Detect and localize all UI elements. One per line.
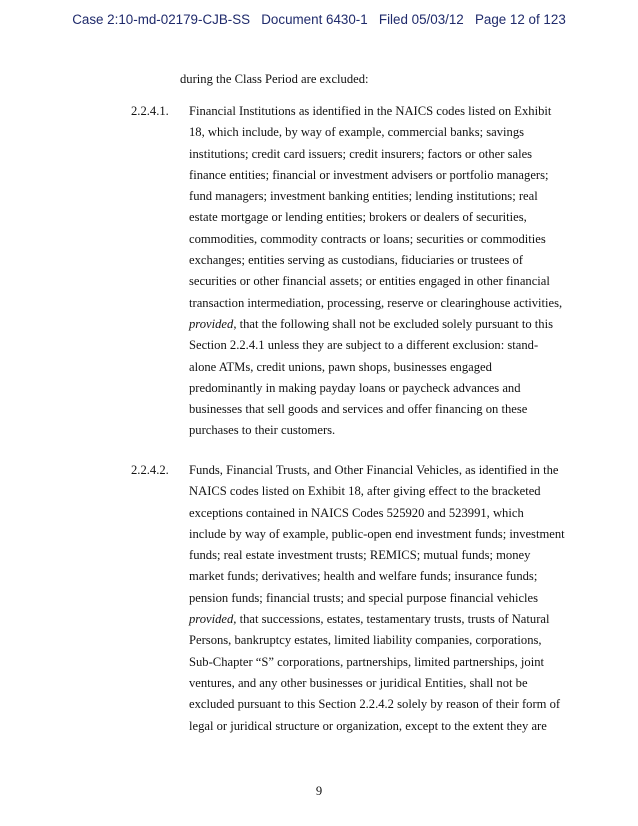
line-text: Funds, Financial Trusts, and Other Financial Vehicles, as identified in the <box>189 463 559 477</box>
text-line <box>189 545 589 566</box>
italic-term: provided <box>189 316 234 331</box>
line-text: NAICS codes listed on Exhibit 18, after giving effect to the bracketed <box>189 484 541 499</box>
court-filing-header <box>0 12 638 27</box>
line-text: ventures, and any other businesses or juridical Entities, shall not be <box>189 675 528 690</box>
page-number: 9 <box>315 784 323 798</box>
line-text: 18, which include, by way of example, commercial banks; savings <box>189 125 525 140</box>
line-text: excluded pursuant to this Section 2.2.4.2 solely by reason of their form of <box>189 697 561 712</box>
intro-line: during the Class Period are excluded: <box>180 72 369 86</box>
line-text: predominantly in making payday loans or paycheck advances and <box>189 380 521 395</box>
text-line <box>189 378 589 399</box>
text-line <box>189 229 589 250</box>
text-line <box>189 122 589 143</box>
line-text: fund managers; investment banking entities; lending institutions; real <box>189 189 538 204</box>
line-text: exchanges; entities serving as custodians, fiduciaries or trustees of <box>189 253 523 268</box>
line-text: Financial Institutions as identified in the NAICS codes listed on Exhibit <box>189 104 552 118</box>
page-of-total: Page 12 of 123 <box>474 12 566 27</box>
italic-term: provided, <box>189 612 237 627</box>
text-line <box>189 399 589 420</box>
section-number: 2.2.4.1. <box>131 104 169 118</box>
line-text: Section 2.2.4.1 unless they are subject to a different exclusion: stand- <box>189 338 539 353</box>
line-text: , that the following shall not be excluded solely pursuant to this <box>233 316 554 331</box>
section-number: 2.2.4.2. <box>131 463 169 477</box>
line-text: that successions, estates, testamentary trusts, trusts of Natural <box>236 612 550 627</box>
line-text: pension funds; financial trusts; and special purpose financial vehicles <box>189 590 539 605</box>
line-text: businesses that sell goods and services and offer financing on these <box>189 402 528 417</box>
text-line <box>189 652 589 673</box>
line-text: Persons, bankruptcy estates, limited liability companies, corporations, <box>189 633 542 648</box>
text-line <box>189 186 589 207</box>
text-line <box>189 481 589 502</box>
text-line <box>189 271 589 292</box>
text-line <box>189 460 589 481</box>
text-line <box>189 609 589 630</box>
section-body <box>189 101 589 442</box>
line-text: institutions; credit card issuers; credit insurers; factors or other sales <box>189 146 533 161</box>
text-line <box>189 335 589 356</box>
line-text: securities or other financial assets; or entities engaged in other financial <box>189 274 550 289</box>
document-number: Document 6430-1 <box>261 12 368 27</box>
line-text: Sub-Chapter “S” corporations, partnerships, limited partnerships, joint <box>189 654 545 669</box>
text-line <box>189 207 589 228</box>
text-line <box>189 293 589 314</box>
text-line <box>189 630 589 651</box>
line-text: finance entities; financial or investment advisers or portfolio managers; <box>189 167 549 182</box>
text-line <box>189 357 589 378</box>
case-number: Case 2:10-md-02179-CJB-SS <box>72 12 251 27</box>
text-line <box>189 503 589 524</box>
text-line <box>189 566 589 587</box>
text-line <box>189 101 589 122</box>
text-line <box>189 588 589 609</box>
text-line <box>189 420 589 441</box>
text-line <box>189 694 589 715</box>
text-line <box>189 673 589 694</box>
line-text: alone ATMs, credit unions, pawn shops, businesses engaged <box>189 359 492 374</box>
text-line <box>189 314 589 335</box>
text-line <box>189 144 589 165</box>
line-text: funds; real estate investment trusts; REMICS; mutual funds; money <box>189 548 531 563</box>
line-text: exceptions contained in NAICS Codes 525920 and 523991, which <box>189 505 524 520</box>
line-text: legal or juridical structure or organization, except to the extent they are <box>189 718 547 733</box>
line-text: transaction intermediation, processing, reserve or clearinghouse activities, <box>189 295 563 310</box>
text-line <box>189 524 589 545</box>
text-line <box>189 165 589 186</box>
text-line <box>189 250 589 271</box>
section-body <box>189 460 589 737</box>
line-text: purchases to their customers. <box>189 423 336 438</box>
line-text: estate mortgage or lending entities; brokers or dealers of securities, <box>189 210 527 225</box>
line-text: market funds; derivatives; health and welfare funds; insurance funds; <box>189 569 538 584</box>
filed-date: Filed 05/03/12 <box>378 12 464 27</box>
text-line <box>189 716 589 737</box>
line-text: include by way of example, public-open end investment funds; investment <box>189 526 565 541</box>
line-text: commodities, commodity contracts or loans; securities or commodities <box>189 231 546 246</box>
